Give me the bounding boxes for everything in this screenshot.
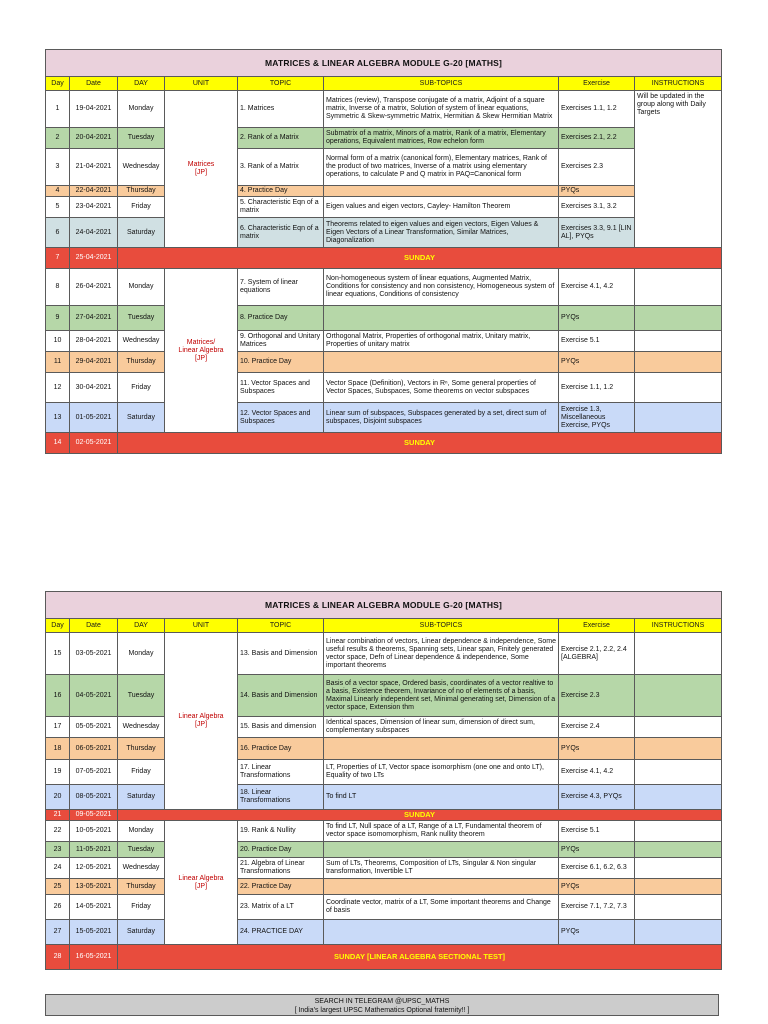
unit-cell: [165, 633, 238, 810]
header-date: Date: [70, 619, 118, 633]
weekday: Monday: [118, 269, 165, 306]
date: 09-05-2021: [70, 810, 118, 821]
table-row: [46, 895, 722, 920]
date: 11-05-2021: [70, 842, 118, 858]
topic: 15. Basis and dimension: [238, 717, 324, 738]
topic: 11. Vector Spaces and Subspaces: [238, 373, 324, 403]
instructions: [635, 91, 722, 248]
topic: 3. Rank of a Matrix: [238, 149, 324, 186]
footer-line-2: [ India's largest UPSC Mathematics Optional fraternity!! ]: [294, 1007, 470, 1014]
day-number: 18: [46, 738, 70, 760]
date: 02-05-2021: [70, 433, 118, 454]
topic: 8. Practice Day: [238, 306, 324, 331]
topic: 9. Orthogonal and Unitary Matrices: [238, 331, 324, 352]
exercise: PYQs: [559, 352, 635, 373]
weekday: Wednesday: [118, 331, 165, 352]
weekday: Thursday: [118, 738, 165, 760]
instructions: [635, 269, 722, 306]
exercise: Exercise 7.1, 7.2, 7.3: [559, 895, 635, 920]
topic: 5. Characteristic Eqn of a matrix: [238, 197, 324, 218]
table-row: [46, 920, 722, 945]
date: 23-04-2021: [70, 197, 118, 218]
unit-cell: [165, 821, 238, 945]
exercise: Exercise 5.1: [559, 821, 635, 842]
date: 16-05-2021: [70, 945, 118, 970]
header-day-number: Day: [46, 619, 70, 633]
instructions: [635, 352, 722, 373]
topic: 18. Linear Transformations: [238, 785, 324, 810]
weekday: Friday: [118, 895, 165, 920]
table-row: [46, 821, 722, 842]
subtopics: To find LT: [324, 785, 559, 810]
date: 03-05-2021: [70, 633, 118, 675]
day-number: 8: [46, 269, 70, 306]
topic: 20. Practice Day: [238, 842, 324, 858]
day-number: 3: [46, 149, 70, 186]
date: 27-04-2021: [70, 306, 118, 331]
unit-cell: [165, 269, 238, 433]
day-number: 23: [46, 842, 70, 858]
exercise: Exercises 2.3: [559, 149, 635, 186]
topic: 24. PRACTICE DAY: [238, 920, 324, 945]
header-subtopics: SUB-TOPICS: [324, 619, 559, 633]
header-weekday: DAY: [118, 77, 165, 91]
table-title: MATRICES & LINEAR ALGEBRA MODULE G-20 [MATHS]: [46, 592, 722, 619]
topic: 17. Linear Transformations: [238, 760, 324, 785]
exercise: Exercise 1.3, Miscellaneous Exercise, PYQs: [559, 403, 635, 433]
instructions: [635, 895, 722, 920]
topic: 14. Basis and Dimension: [238, 675, 324, 717]
instructions: [635, 675, 722, 717]
topic: 7. System of linear equations: [238, 269, 324, 306]
header-instructions: INSTRUCTIONS: [635, 77, 722, 91]
unit-cell: [165, 91, 238, 248]
weekday: Wednesday: [118, 858, 165, 879]
header-topic: TOPIC: [238, 619, 324, 633]
topic: 13. Basis and Dimension: [238, 633, 324, 675]
topic: 1. Matrices: [238, 91, 324, 128]
exercise: PYQs: [559, 920, 635, 945]
day-number: 16: [46, 675, 70, 717]
header-date: Date: [70, 77, 118, 91]
weekday: Wednesday: [118, 717, 165, 738]
exercise: Exercise 1.1, 1.2: [559, 373, 635, 403]
day-number: 14: [46, 433, 70, 454]
day-number: 5: [46, 197, 70, 218]
day-number: 6: [46, 218, 70, 248]
weekday: Friday: [118, 373, 165, 403]
exercise: PYQs: [559, 879, 635, 895]
weekday: Monday: [118, 633, 165, 675]
weekday: Monday: [118, 91, 165, 128]
exercise: PYQs: [559, 842, 635, 858]
topic: 21. Algebra of Linear Transformations: [238, 858, 324, 879]
unit-label: Linear Algebra [JP]: [178, 874, 224, 890]
instructions: [635, 306, 722, 331]
instructions: [635, 920, 722, 945]
instructions: [635, 717, 722, 738]
instructions: [635, 842, 722, 858]
weekday: Friday: [118, 760, 165, 785]
topic: 2. Rank of a Matrix: [238, 128, 324, 149]
topic: 6. Characteristic Eqn of a matrix: [238, 218, 324, 248]
weekday: Saturday: [118, 785, 165, 810]
date: 13-05-2021: [70, 879, 118, 895]
weekday: Friday: [118, 197, 165, 218]
instructions: [635, 738, 722, 760]
day-number: 9: [46, 306, 70, 331]
subtopics: Sum of LTs, Theorems, Composition of LTs, Singular & Non singular transformation, Invertible LT: [324, 858, 559, 879]
subtopics: [324, 920, 559, 945]
date: 24-04-2021: [70, 218, 118, 248]
table-row: [46, 373, 722, 403]
subtopics: Submatrix of a matrix, Minors of a matrix, Rank of a matrix, Elementary operations, Equivalent matrices, Row echelon form: [324, 128, 559, 149]
table-row: [46, 717, 722, 738]
subtopics: Basis of a vector space, Ordered basis, coordinates of a vector realtive to a basis, Existence theorem, Invariance of no of elements of a basis, Maximal Linearly independent set, Minimal generating set, Dimension of a vector space, Extension thm: [324, 675, 559, 717]
table-row: [46, 197, 722, 218]
day-number: 28: [46, 945, 70, 970]
telegram-footer: [45, 994, 719, 1016]
date: 14-05-2021: [70, 895, 118, 920]
day-number: 7: [46, 248, 70, 269]
subtopics: To find LT, Null space of a LT, Range of a LT, Fundamental theorem of vector space isomomorphism, Rank nullity theorem: [324, 821, 559, 842]
weekday: Monday: [118, 821, 165, 842]
table-row: [46, 785, 722, 810]
subtopics: [324, 306, 559, 331]
day-number: 1: [46, 91, 70, 128]
day-number: 13: [46, 403, 70, 433]
weekday: Tuesday: [118, 842, 165, 858]
weekday: Tuesday: [118, 306, 165, 331]
table-row: [46, 403, 722, 433]
sunday-label: SUNDAY: [118, 433, 722, 454]
day-number: 22: [46, 821, 70, 842]
table-row: [46, 352, 722, 373]
subtopics: [324, 352, 559, 373]
date: 26-04-2021: [70, 269, 118, 306]
date: 07-05-2021: [70, 760, 118, 785]
day-number: 24: [46, 858, 70, 879]
date: 06-05-2021: [70, 738, 118, 760]
topic: 23. Matrix of a LT: [238, 895, 324, 920]
sunday-row: [46, 945, 722, 970]
instructions: [635, 879, 722, 895]
weekday: Wednesday: [118, 149, 165, 186]
unit-label: Linear Algebra [JP]: [178, 713, 224, 728]
weekday: Saturday: [118, 920, 165, 945]
unit-label: Matrices [JP]: [187, 161, 215, 176]
exercise: Exercise 2.1, 2.2, 2.4 [ALGEBRA]: [559, 633, 635, 675]
date: 05-05-2021: [70, 717, 118, 738]
header-unit: UNIT: [165, 77, 238, 91]
instructions: [635, 331, 722, 352]
day-number: 19: [46, 760, 70, 785]
subtopics: LT, Properties of LT, Vector space isomorphism (one one and onto LT), Equality of two LTs: [324, 760, 559, 785]
instructions: [635, 858, 722, 879]
table-row: [46, 738, 722, 760]
subtopics: Matrices (review), Transpose conjugate of a matrix, Adjoint of a square matrix, Inverse of a matrix, Solution of system of linear equations, Symmetric & Skew-symmetric Matrix, Hermitian & Skew Hermitian Matrix: [324, 91, 559, 128]
date: 15-05-2021: [70, 920, 118, 945]
weekday: Thursday: [118, 186, 165, 197]
sunday-row: [46, 810, 722, 821]
table-row: [46, 186, 722, 197]
subtopics: Orthogonal Matrix, Properties of orthogonal matrix, Unitary matrix, Properties of unitary matrix: [324, 331, 559, 352]
subtopics: Linear sum of subspaces, Subspaces generated by a set, direct sum of subspaces, Disjoint subspaces: [324, 403, 559, 433]
day-number: 15: [46, 633, 70, 675]
topic: 4. Practice Day: [238, 186, 324, 197]
subtopics: Linear combination of vectors, Linear dependence & independence, Some useful results & theorems, Spanning sets, Linear span, Finitely generated vector space, Defn of Linear dependence & independence, Some important theorems: [324, 633, 559, 675]
date: 01-05-2021: [70, 403, 118, 433]
day-number: 26: [46, 895, 70, 920]
table-row: [46, 675, 722, 717]
table-row: [46, 331, 722, 352]
subtopics: Theorems related to eigen values and eigen vectors, Eigen Values & Eigen Vectors of a Linear Transformation, Similar Matrices, Diagonalization: [324, 218, 559, 248]
exercise: Exercise 4.1, 4.2: [559, 760, 635, 785]
subtopics: Normal form of a matrix (canonical form), Elementary matrices, Rank of the product of two matrices, Inverse of a matrix using elementary operations, to calculate P and Q matrix in PAQ=Canonical form: [324, 149, 559, 186]
day-number: 21: [46, 810, 70, 821]
table-row: [46, 858, 722, 879]
date: 04-05-2021: [70, 675, 118, 717]
day-number: 12: [46, 373, 70, 403]
day-number: 17: [46, 717, 70, 738]
subtopics: [324, 842, 559, 858]
footer-line-1: SEARCH IN TELEGRAM @UPSC_MATHS: [314, 998, 450, 1005]
subtopics: Non-homogeneous system of linear equations, Augmented Matrix, Conditions for consistency and non consistency, Homogeneous system of linear equations, Conditions of consistency: [324, 269, 559, 306]
weekday: Tuesday: [118, 128, 165, 149]
instructions: [635, 785, 722, 810]
exercise: Exercise 4.3, PYQs: [559, 785, 635, 810]
header-weekday: DAY: [118, 619, 165, 633]
sunday-label: SUNDAY: [118, 248, 722, 269]
header-exercise: Exercise: [559, 619, 635, 633]
subtopics: [324, 738, 559, 760]
schedule-table-2: [45, 591, 722, 970]
instructions-text: Will be updated in the group along with Daily Targets: [637, 93, 706, 116]
exercise: Exercises 1.1, 1.2: [559, 91, 635, 128]
date: 30-04-2021: [70, 373, 118, 403]
subtopics: Vector Space (Definition), Vectors in Rⁿ, Some general properties of Vector Spaces, Subspaces, Some theorems on vector subspaces: [324, 373, 559, 403]
topic: 19. Rank & Nullity: [238, 821, 324, 842]
date: 19-04-2021: [70, 91, 118, 128]
table-row: [46, 842, 722, 858]
date: 22-04-2021: [70, 186, 118, 197]
date: 29-04-2021: [70, 352, 118, 373]
table-row: [46, 633, 722, 675]
exercise: PYQs: [559, 738, 635, 760]
exercise: Exercise 5.1: [559, 331, 635, 352]
header-unit: UNIT: [165, 619, 238, 633]
weekday: Tuesday: [118, 675, 165, 717]
header-instructions: INSTRUCTIONS: [635, 619, 722, 633]
instructions: [635, 633, 722, 675]
exercise: Exercise 2.3: [559, 675, 635, 717]
day-number: 27: [46, 920, 70, 945]
exercise: Exercises 2.1, 2.2: [559, 128, 635, 149]
subtopics: Identical spaces, Dimension of linear sum, dimension of direct sum, complementary subspaces: [324, 717, 559, 738]
table-row: [46, 879, 722, 895]
exercise: Exercise 2.4: [559, 717, 635, 738]
weekday: Saturday: [118, 218, 165, 248]
exercise: Exercises 3.3, 9.1 [LIN AL], PYQs: [559, 218, 635, 248]
day-number: 20: [46, 785, 70, 810]
instructions: [635, 373, 722, 403]
topic: 12. Vector Spaces and Subspaces: [238, 403, 324, 433]
day-number: 25: [46, 879, 70, 895]
day-number: 10: [46, 331, 70, 352]
date: 25-04-2021: [70, 248, 118, 269]
topic: 16. Practice Day: [238, 738, 324, 760]
weekday: Thursday: [118, 879, 165, 895]
exercise: PYQs: [559, 186, 635, 197]
table-row: [46, 128, 722, 149]
subtopics: [324, 186, 559, 197]
table-row: [46, 269, 722, 306]
exercise: PYQs: [559, 306, 635, 331]
sunday-row: [46, 248, 722, 269]
sunday-label: SUNDAY [LINEAR ALGEBRA SECTIONAL TEST]: [118, 945, 722, 970]
table-row: [46, 218, 722, 248]
header-day-number: Day: [46, 77, 70, 91]
topic: 10. Practice Day: [238, 352, 324, 373]
exercise: Exercises 3.1, 3.2: [559, 197, 635, 218]
table-title: MATRICES & LINEAR ALGEBRA MODULE G-20 [MATHS]: [46, 50, 722, 77]
weekday: Thursday: [118, 352, 165, 373]
header-exercise: Exercise: [559, 77, 635, 91]
exercise: Exercise 4.1, 4.2: [559, 269, 635, 306]
day-number: 11: [46, 352, 70, 373]
date: 08-05-2021: [70, 785, 118, 810]
table-row: [46, 760, 722, 785]
subtopics: Eigen values and eigen vectors, Cayley- Hamilton Theorem: [324, 197, 559, 218]
weekday: Saturday: [118, 403, 165, 433]
table-row: [46, 306, 722, 331]
schedule-table-1: [45, 49, 722, 454]
date: 20-04-2021: [70, 128, 118, 149]
day-number: 4: [46, 186, 70, 197]
day-number: 2: [46, 128, 70, 149]
date: 21-04-2021: [70, 149, 118, 186]
exercise: Exercise 6.1, 6.2, 6.3: [559, 858, 635, 879]
sunday-row: [46, 433, 722, 454]
subtopics: [324, 879, 559, 895]
header-subtopics: SUB-TOPICS: [324, 77, 559, 91]
date: 10-05-2021: [70, 821, 118, 842]
header-topic: TOPIC: [238, 77, 324, 91]
instructions: [635, 403, 722, 433]
subtopics: Coordinate vector, matrix of a LT, Some important theorems and Change of basis: [324, 895, 559, 920]
date: 28-04-2021: [70, 331, 118, 352]
table-row: [46, 91, 722, 128]
date: 12-05-2021: [70, 858, 118, 879]
instructions: [635, 821, 722, 842]
table-row: [46, 149, 722, 186]
topic: 22. Practice Day: [238, 879, 324, 895]
unit-label: Matrices/ Linear Algebra [JP]: [178, 338, 224, 362]
instructions: [635, 760, 722, 785]
sunday-label: SUNDAY: [118, 810, 722, 821]
